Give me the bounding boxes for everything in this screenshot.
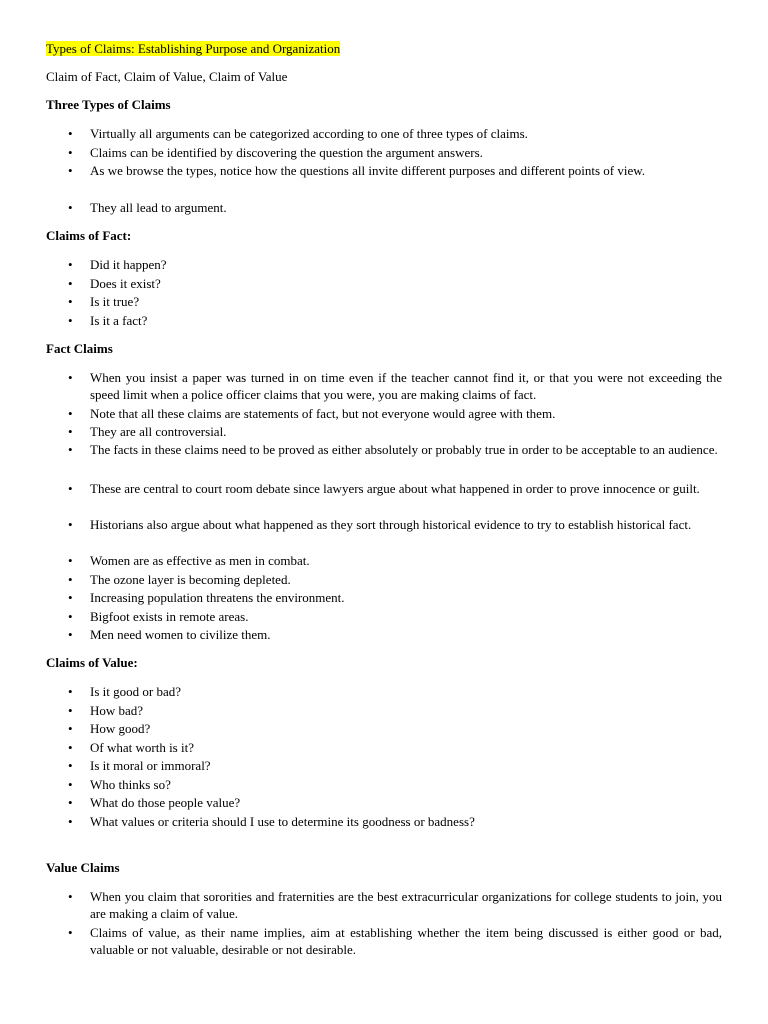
list-item: • Is it moral or immoral? (46, 757, 722, 776)
list-item: • Is it a fact? (46, 312, 722, 331)
document-title: Types of Claims: Establishing Purpose and Organization (46, 41, 341, 56)
list-item: • They all lead to argument. (46, 199, 722, 218)
list-item: • Claims can be identified by discovering the question the argument answers. (46, 144, 722, 163)
list-item: • How good? (46, 720, 722, 739)
list-item: • Bigfoot exists in remote areas. (46, 608, 722, 627)
list-item: • As we browse the types, notice how the questions all invite different purposes and different points of view. (46, 162, 722, 199)
section-heading-value-claims: Value Claims (46, 860, 120, 875)
section-list-claims-of-value (46, 683, 722, 831)
list-item: • They are all controversial. (46, 423, 722, 441)
list-item: • Claims of value, as their name implies, aim at establishing whether the item being discussed is either good or bad, valuable or not valuable, desirable or not desirable. (46, 924, 722, 960)
section-list-fact-claims (46, 369, 722, 645)
list-item: • Women are as effective as men in combat. (46, 552, 722, 571)
section-list-claims-of-fact (46, 256, 722, 330)
list-item: • Increasing population threatens the environment. (46, 589, 722, 608)
section-heading-three-types: Three Types of Claims (46, 97, 171, 112)
list-item: • What values or criteria should I use to determine its goodness or badness? (46, 813, 722, 832)
list-item: • Note that all these claims are statements of fact, but not everyone would agree with them. (46, 405, 722, 423)
document-subtitle: Claim of Fact, Claim of Value, Claim of Value (46, 69, 288, 84)
list-item: • Historians also argue about what happened as they sort through historical evidence to try to establish historical fact. (46, 516, 722, 552)
document-title-line (46, 40, 722, 57)
section-heading-claims-of-fact: Claims of Fact: (46, 228, 132, 243)
list-item: • Is it true? (46, 293, 722, 312)
list-item: • Did it happen? (46, 256, 722, 275)
section-heading-fact-claims: Fact Claims (46, 341, 113, 356)
list-item: • The ozone layer is becoming depleted. (46, 571, 722, 590)
list-item: • The facts in these claims need to be proved as either absolutely or probably true in order to be acceptable to an audience. (46, 441, 722, 480)
list-item: • These are central to court room debate since lawyers argue about what happened in order to prove innocence or guilt. (46, 480, 722, 516)
list-item: • When you claim that sororities and fraternities are the best extracurricular organizations for college students to join, you are making a claim of value. (46, 888, 722, 924)
section-list-three-types (46, 125, 722, 217)
list-item: • Virtually all arguments can be categorized according to one of three types of claims. (46, 125, 722, 144)
list-item: • Men need women to civilize them. (46, 626, 722, 645)
list-item: • When you insist a paper was turned in on time even if the teacher cannot find it, or that you were not exceeding the speed limit when a police officer claims that you were, you are making claims of fact. (46, 369, 722, 405)
section-list-value-claims (46, 888, 722, 960)
list-item: • How bad? (46, 702, 722, 721)
section-heading-claims-of-value: Claims of Value: (46, 655, 138, 670)
list-item: • Who thinks so? (46, 776, 722, 795)
list-item: • Does it exist? (46, 275, 722, 294)
list-item: • Of what worth is it? (46, 739, 722, 758)
list-item: • Is it good or bad? (46, 683, 722, 702)
list-item: • What do those people value? (46, 794, 722, 813)
